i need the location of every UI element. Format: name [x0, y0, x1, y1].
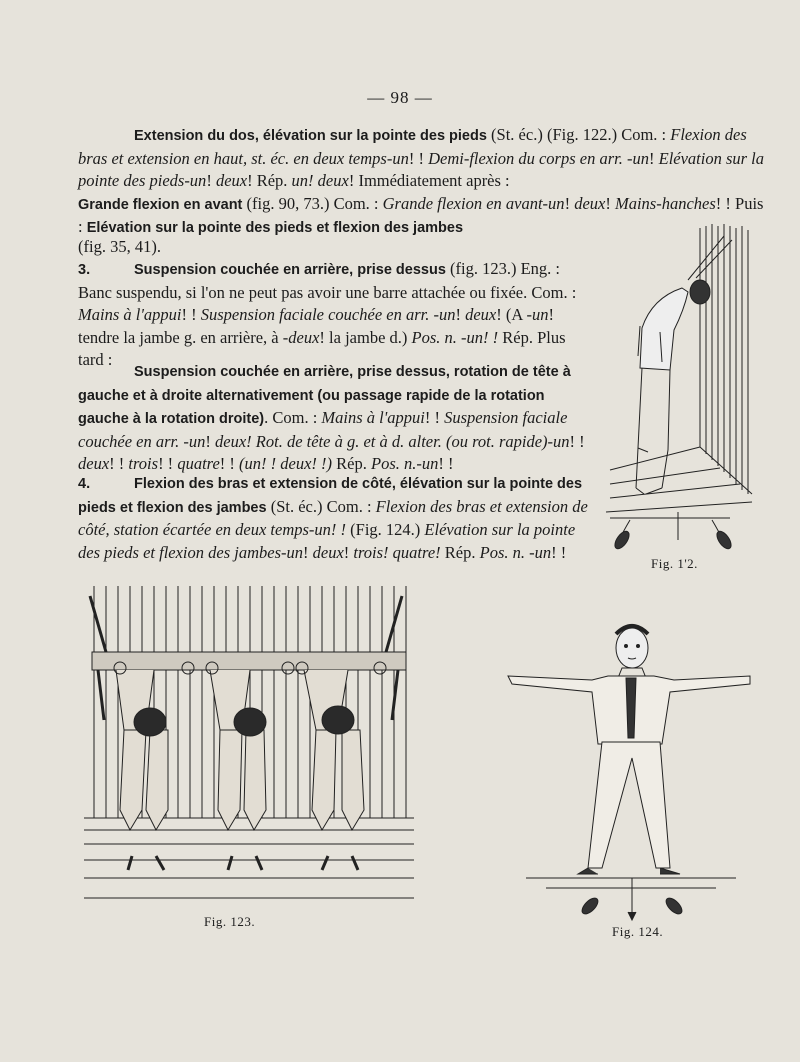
text-run: ! !	[408, 148, 429, 168]
exercise-title: Suspension couchée en arrière, prise dessus, rotation de tête à gauche et à droite alternativement (ou passage rapide de la rotation gauche à la rotation droite)	[78, 364, 571, 427]
text-run: ! Immédiatement après :	[348, 171, 510, 190]
text-run: ! ! Puis :	[78, 193, 764, 236]
exercise-title: Elévation sur la pointe des pieds et flexion des jambes	[86, 220, 464, 236]
command-run: un	[532, 305, 549, 324]
exercise-title: Flexion des bras et extension de côté, élévation sur la pointe des pieds et flexion des jambes	[78, 476, 583, 516]
text-run: ! !	[181, 305, 201, 324]
text-run: (Fig. 124.)	[346, 520, 425, 539]
paragraph-suspension	[78, 258, 588, 372]
text-run: ! !	[158, 454, 178, 473]
text-run: Rép. Plus tard :	[78, 327, 566, 369]
text-run: (St. éc.) Com. :	[266, 496, 376, 516]
text-run: ! Rép.	[247, 171, 292, 190]
command-run: Elévation sur la pointe des pieds et flexion des jambes-un	[78, 520, 576, 562]
text-run: !	[206, 171, 216, 190]
text-run: ! la jambe d.)	[319, 327, 412, 347]
command-run: Mains-hanches	[614, 193, 716, 213]
text-run: Rép.	[332, 454, 371, 473]
text-run: ! !	[551, 542, 567, 562]
command-run: (un! ! deux! !)	[239, 454, 333, 473]
command-run: trois	[128, 454, 159, 473]
command-run: deux	[78, 454, 110, 473]
command-run: un! deux	[291, 171, 349, 190]
exercise-number: 3.	[78, 262, 91, 278]
command-run: deux	[574, 193, 606, 213]
text-run: !	[605, 193, 615, 213]
command-run: deux	[312, 542, 344, 562]
text-run: !	[303, 542, 313, 562]
text-run: !	[205, 431, 216, 451]
figure-123-illustration	[84, 586, 414, 906]
command-run: trois! quatre!	[353, 542, 441, 562]
command-run: Flexion des bras et extension de côté, station écartée en deux temps-un! !	[78, 496, 588, 539]
paragraph-flexion-bras	[78, 472, 588, 564]
text-run: ! !	[438, 454, 454, 473]
command-run: deux	[215, 171, 248, 190]
text-run: !	[564, 193, 575, 213]
exercise-title: Extension du dos, élévation sur la pointe des pieds	[134, 128, 487, 144]
text-run: ! !	[424, 408, 445, 427]
command-run: Pos. n.-un	[371, 454, 439, 473]
command-run: Grande flexion en avant-un	[382, 193, 565, 213]
figure-123-caption: Fig. 123.	[204, 914, 256, 929]
text-run: !	[455, 305, 466, 324]
command-run: Suspension faciale couchée en arr. -un	[78, 408, 568, 451]
text-run: !	[343, 542, 354, 562]
page-number: — 98 —	[367, 88, 433, 107]
text-run: ! !	[569, 431, 585, 451]
command-run: Pos. n. -un	[479, 542, 552, 562]
command-run: Mains à l'appui	[78, 305, 182, 324]
paragraph-suspension-rotation	[78, 360, 588, 476]
exercise-title: Suspension couchée en arrière, prise dessus	[134, 262, 446, 278]
figure-122-illustration	[600, 222, 760, 562]
exercise-number: 4.	[78, 476, 91, 492]
command-run: Demi-flexion du corps en arr. -un	[428, 148, 649, 168]
text-run: ! tendre la jambe g. en arrière, à -	[78, 305, 555, 347]
figure-122-caption: Fig. 1'2.	[651, 556, 698, 571]
command-run: deux	[465, 305, 497, 324]
command-run: quatre	[177, 454, 220, 473]
text-run: (fig. 123.) Eng. : Banc suspendu, si l'on ne peut pas avoir une barre attachée ou fixée. Com. :	[78, 259, 577, 302]
command-run: deux! Rot. de tête à g. et à d. alter. (ou rot. rapide)-un	[215, 431, 570, 451]
figure-124-caption: Fig. 124.	[612, 924, 664, 939]
command-run: Suspension faciale couchée en arr. -un	[200, 305, 456, 324]
command-run: Elévation sur la pointe des pieds-un	[78, 148, 765, 190]
text-run: !	[648, 148, 659, 168]
text-run: (fig. 90, 73.) Com. :	[242, 193, 383, 213]
exercise-title: Grande flexion en avant	[78, 196, 243, 213]
command-run: Mains à l'appui	[321, 408, 425, 427]
text-run: Rép.	[440, 542, 480, 562]
text-run: (St. éc.) (Fig. 122.) Com. :	[486, 125, 671, 144]
command-run: deux	[288, 327, 320, 347]
figure-124-illustration	[506, 622, 756, 922]
paragraph-fig-ref	[78, 236, 588, 259]
text-run: ! !	[109, 454, 129, 473]
command-run: Flexion des bras et extension en haut, st. éc. en deux temps-un	[78, 125, 747, 168]
text-run: ! !	[219, 454, 240, 473]
text-run: ! (A -	[496, 305, 533, 324]
command-run: Pos. n. -un! !	[411, 327, 499, 347]
text-run: (fig. 35, 41).	[78, 237, 161, 256]
text-run: . Com. :	[264, 408, 322, 427]
